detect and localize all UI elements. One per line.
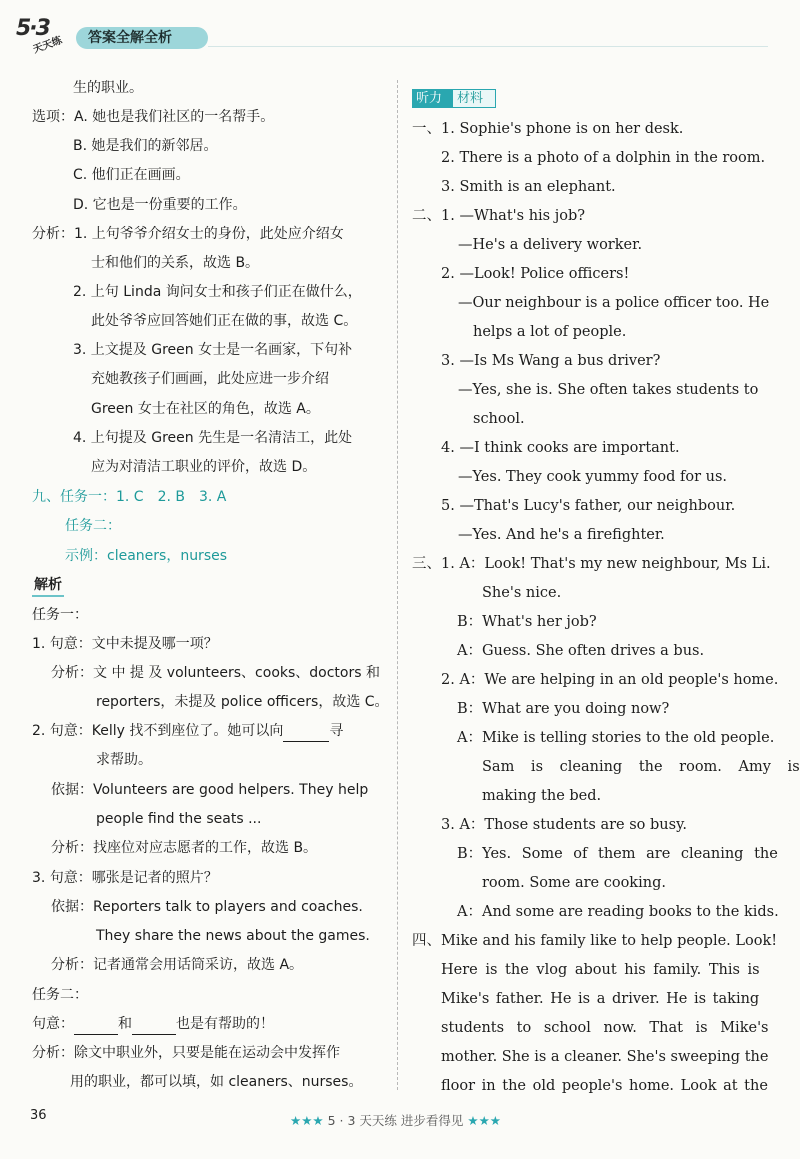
text-line: A：Guess. She often drives a bus. xyxy=(457,643,705,659)
text-line: 求帮助。 xyxy=(96,752,152,768)
task1-title: 任务一： xyxy=(32,607,88,623)
text-line: 二、1. —What's his job? xyxy=(412,208,586,224)
footer-slogan xyxy=(290,1111,501,1129)
analysis-heading: 解析 xyxy=(32,575,64,597)
text-line: Green 女士在社区的角色，故选 A。 xyxy=(91,401,320,417)
text-line: 此处爷爷应回答她们正在做的事，故选 C。 xyxy=(91,313,358,329)
text-line: 3. 句意：哪张是记者的照片？ xyxy=(32,870,218,886)
text-line: 2. 句意：Kelly 找不到座位了。她可以向 xyxy=(32,723,284,739)
text-line: 4. 上句提及 Green 先生是一名清洁工，此处 xyxy=(73,430,353,446)
text-line: B：What are you doing now? xyxy=(457,701,670,717)
text-line: Here is the vlog about his family. This is xyxy=(441,962,760,978)
text-line: Mike's father. He is a driver. He is taking xyxy=(441,991,760,1007)
text-line: school. xyxy=(473,411,525,427)
text-line: A：Mike is telling stories to the old people. xyxy=(457,730,775,746)
item-number: 一、1. xyxy=(412,121,455,137)
text-line: —Our neighbour is a police officer too. He xyxy=(458,295,770,311)
text-line: 选项：A. 她也是我们社区的一名帮手。 xyxy=(32,109,275,125)
text-line: B. 她是我们的新邻居。 xyxy=(73,138,218,154)
text-line xyxy=(32,721,343,742)
text-line: people find the seats ... xyxy=(96,811,262,827)
text-line: 也是有帮助的！ xyxy=(176,1016,274,1032)
text-line: 和 xyxy=(118,1016,132,1032)
item-number: 3. xyxy=(441,179,455,195)
text-line: She's nice. xyxy=(482,585,562,601)
text-line: 用的职业，都可以填，如 cleaners、nurses。 xyxy=(70,1074,363,1090)
item-number: 2. xyxy=(441,150,455,166)
text-line: —Yes. And he's a firefighter. xyxy=(458,527,665,543)
text-line: A：And some are reading books to the kids. xyxy=(457,904,779,920)
text-line: —Yes. They cook yummy food for us. xyxy=(458,469,727,485)
text-line: D. 它也是一份重要的工作。 xyxy=(73,197,247,213)
text-line: Smith is an elephant. xyxy=(459,179,616,195)
text-line: 3. A：Those students are so busy. xyxy=(441,817,687,833)
text-line: making the bed. xyxy=(482,788,602,804)
text-line: B：Yes. Some of them are cleaning the xyxy=(457,846,778,862)
text-line: 依据：Volunteers are good helpers. They help xyxy=(51,782,369,798)
text-line: 2. 上句 Linda 询问女士和孩子们正在做什么， xyxy=(73,284,362,300)
text-line: helps a lot of people. xyxy=(473,324,627,340)
text-line: —He's a delivery worker. xyxy=(458,237,643,253)
text-line: students to school now. That is Mike's xyxy=(441,1020,769,1036)
text-line xyxy=(32,1014,274,1035)
text-line: 应为对清洁工职业的评价，故选 D。 xyxy=(91,459,317,475)
text-line: room. Some are cooking. xyxy=(482,875,666,891)
text-line: 四、Mike and his family like to help people. Look! xyxy=(412,933,778,949)
text-line: 4. —I think cooks are important. xyxy=(441,440,680,456)
text-line: 寻 xyxy=(329,723,344,739)
text-line: 生的职业。 xyxy=(73,80,143,96)
text-line: mother. She is a cleaner. She's sweeping the xyxy=(441,1049,769,1065)
section-nine-answer: 九、任务一：1. C 2. B 3. A xyxy=(32,489,227,505)
text-line: reporters，未提及 police officers，故选 C。 xyxy=(96,694,389,710)
text-line: 2. —Look! Police officers! xyxy=(441,266,630,282)
star-icon: ★★★ xyxy=(467,1113,501,1128)
header-rule xyxy=(208,46,768,47)
brand-logo-sub: 天天练 xyxy=(31,35,64,56)
text-line: Sophie's phone is on her desk. xyxy=(459,121,684,137)
page-number: 36 xyxy=(30,1108,47,1123)
text-line: 分析：1. 上句爷爷介绍女士的身份，此处应介绍女 xyxy=(32,226,344,242)
text-line: —Yes, she is. She often takes students to xyxy=(458,382,759,398)
text-line: They share the news about the games. xyxy=(96,928,370,944)
text-line: 分析：文 中 提 及 volunteers、cooks、doctors 和 xyxy=(51,665,380,681)
section-nine-example: 示例：cleaners，nurses xyxy=(65,548,228,564)
text-line: 5. —That's Lucy's father, our neighbour. xyxy=(441,498,736,514)
text-line: 3. —Is Ms Wang a bus driver? xyxy=(441,353,661,369)
text-line: 分析：除文中职业外，只要是能在运动会中发挥作 xyxy=(32,1045,340,1061)
section-nine-task2: 任务二： xyxy=(65,518,121,534)
text-line: 充她教孩子们画画，此处应进一步介绍 xyxy=(91,371,329,387)
text-line: 3. 上文提及 Green 女士是一名画家，下句补 xyxy=(73,342,353,358)
material-tag: 材料 xyxy=(452,89,496,108)
text-line: 依据：Reporters talk to players and coaches. xyxy=(51,899,363,915)
task2-title: 任务二： xyxy=(32,987,88,1003)
answer-blank xyxy=(74,1014,118,1035)
answer-blank xyxy=(283,721,329,742)
text-line: 句意： xyxy=(32,1016,74,1032)
text-line: floor in the old people's home. Look at the xyxy=(441,1078,768,1094)
text-line: There is a photo of a dolphin in the room. xyxy=(459,150,766,166)
text-line: Sam is cleaning the room. Amy is xyxy=(482,759,800,775)
text-line: 2. A：We are helping in an old people's home. xyxy=(441,672,779,688)
text-line: C. 他们正在画画。 xyxy=(73,167,190,183)
text-line: 分析：记者通常会用话筒采访，故选 A。 xyxy=(51,957,304,973)
listening-tag: 听力 xyxy=(412,89,452,108)
text-line: 分析：找座位对应志愿者的工作，故选 B。 xyxy=(51,840,318,856)
text-line: 三、1. A：Look! That's my new neighbour, Ms Li. xyxy=(412,556,771,572)
page-header-title: 答案全解全析 xyxy=(76,27,208,49)
brand-logo: 5·3 xyxy=(16,16,49,41)
text-line: 士和他们的关系，故选 B。 xyxy=(91,255,260,271)
footer-text: 5 · 3 天天练 进步看得见 xyxy=(327,1113,464,1128)
text-line: B：What's her job? xyxy=(457,614,597,630)
column-divider xyxy=(397,80,398,1090)
answer-blank xyxy=(132,1014,176,1035)
text-line: 1. 句意：文中未提及哪一项？ xyxy=(32,636,218,652)
star-icon: ★★★ xyxy=(290,1113,324,1128)
